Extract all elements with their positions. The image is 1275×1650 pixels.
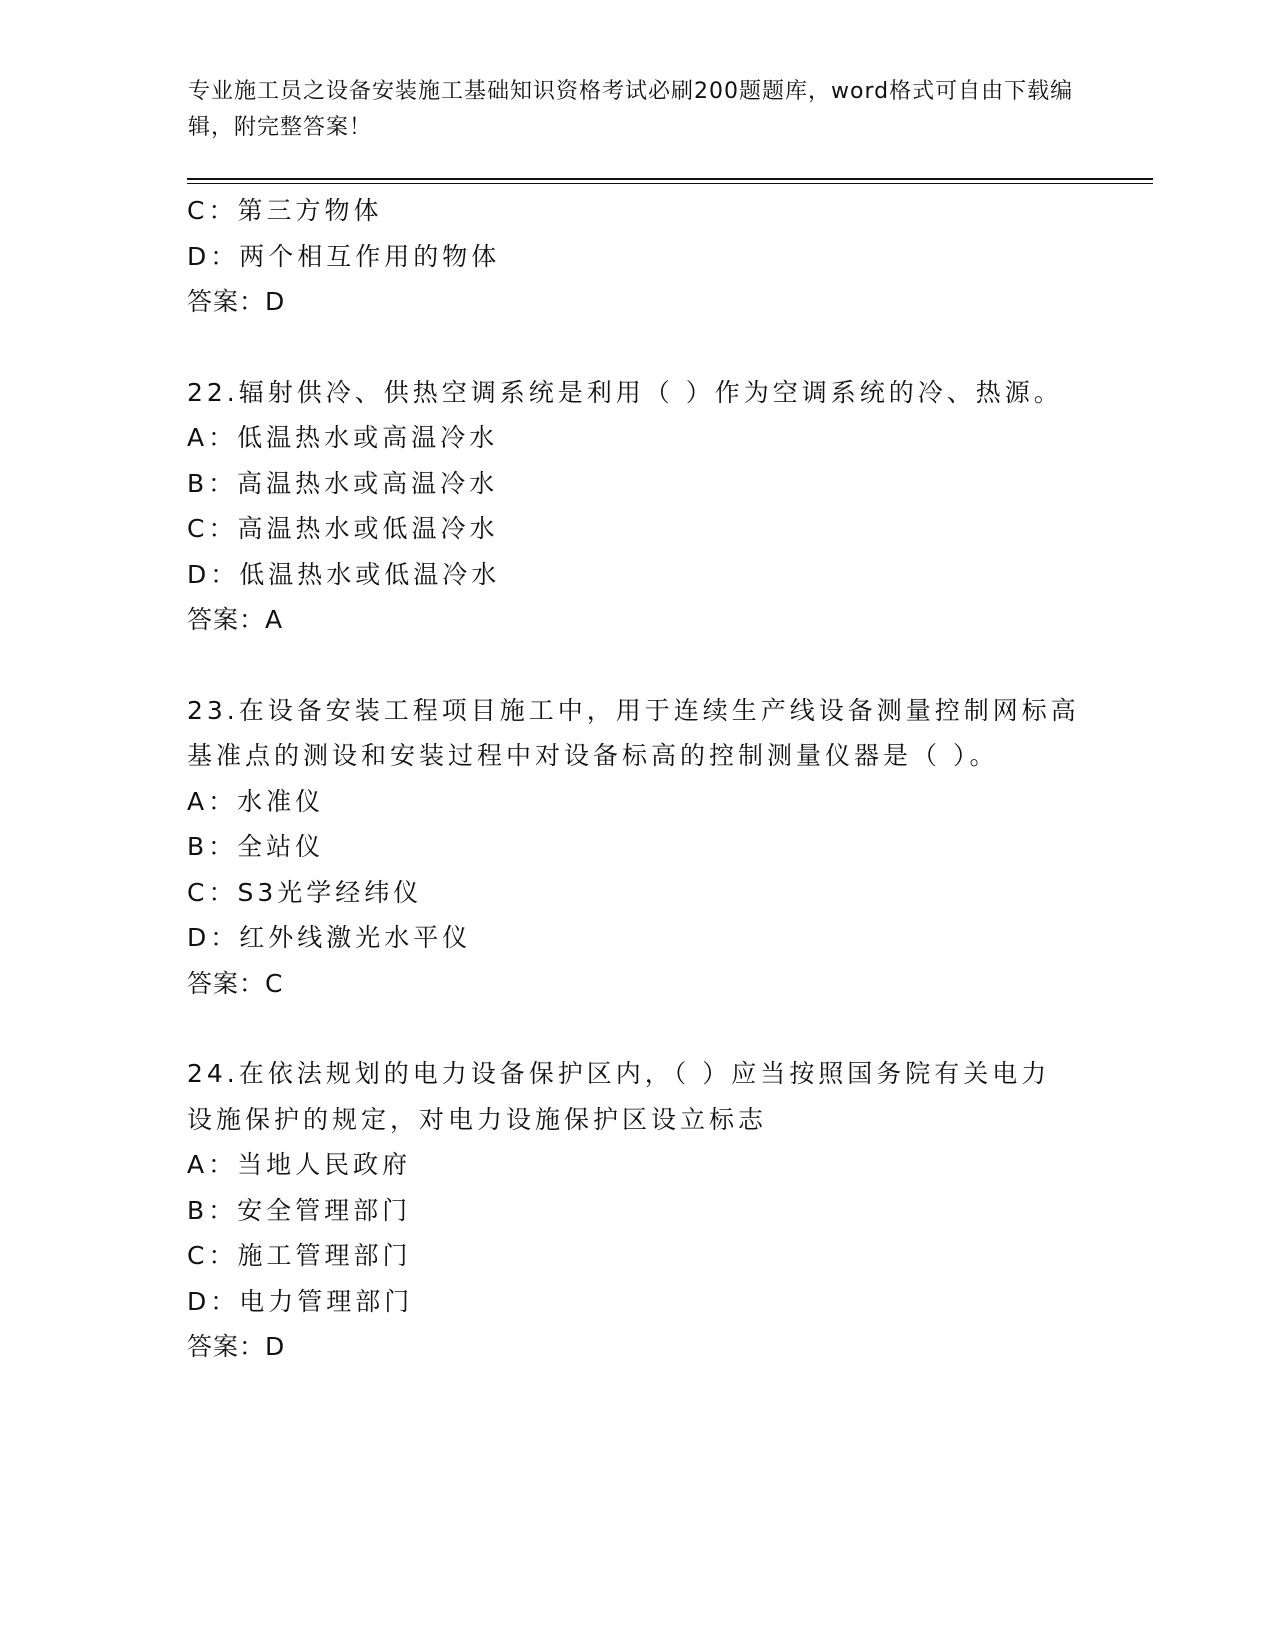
answer-line: 答案：D <box>187 287 286 316</box>
option-line: A：当地人民政府 <box>187 1150 412 1179</box>
question-text: 23.在设备安装工程项目施工中，用于连续生产线设备测量控制网标高 <box>187 695 1080 725</box>
option-line: C：第三方物体 <box>187 196 383 225</box>
option-line: B：全站仪 <box>187 832 325 861</box>
answer-line: 答案：A <box>187 605 284 634</box>
question-block <box>187 1051 1117 1370</box>
option-line: D：电力管理部门 <box>187 1286 414 1316</box>
option-line: A：低温热水或高温冷水 <box>187 423 499 452</box>
question-text: 基准点的测设和安装过程中对设备标高的控制测量仪器是（ ）。 <box>187 741 999 770</box>
option-line: B：安全管理部门 <box>187 1195 412 1225</box>
header-divider-thin <box>187 183 1153 184</box>
block-spacer <box>187 325 1117 370</box>
question-text: 24.在依法规划的电力设备保护区内，（ ）应当按照国务院有关电力 <box>187 1059 1051 1088</box>
question-list <box>187 188 1117 1370</box>
option-line: C：施工管理部门 <box>187 1241 412 1270</box>
block-spacer <box>187 643 1117 688</box>
option-line: D：两个相互作用的物体 <box>187 241 501 271</box>
option-line: D：低温热水或低温冷水 <box>187 559 501 589</box>
question-text: 设施保护的规定，对电力设施保护区设立标志 <box>187 1104 768 1134</box>
answer-line: 答案：C <box>187 968 284 998</box>
answer-line: 答案：D <box>187 1332 286 1361</box>
question-block <box>187 370 1117 643</box>
question-block <box>187 688 1117 1007</box>
block-spacer <box>187 1006 1117 1051</box>
option-line: D：红外线激光水平仪 <box>187 923 472 952</box>
option-line: C：高温热水或低温冷水 <box>187 514 499 543</box>
header-divider-thick <box>187 178 1153 180</box>
option-line: B：高温热水或高温冷水 <box>187 468 499 498</box>
option-line: A：水准仪 <box>187 786 325 816</box>
question-block <box>187 188 1117 325</box>
question-text: 22.辐射供冷、供热空调系统是利用（ ）作为空调系统的冷、热源。 <box>187 377 1063 407</box>
option-line: C：S3光学经纬仪 <box>187 877 423 907</box>
page-header-title: 专业施工员之设备安装施工基础知识资格考试必刷200题题库，word格式可自由下载编辑，附完整答案！ <box>188 79 1074 140</box>
